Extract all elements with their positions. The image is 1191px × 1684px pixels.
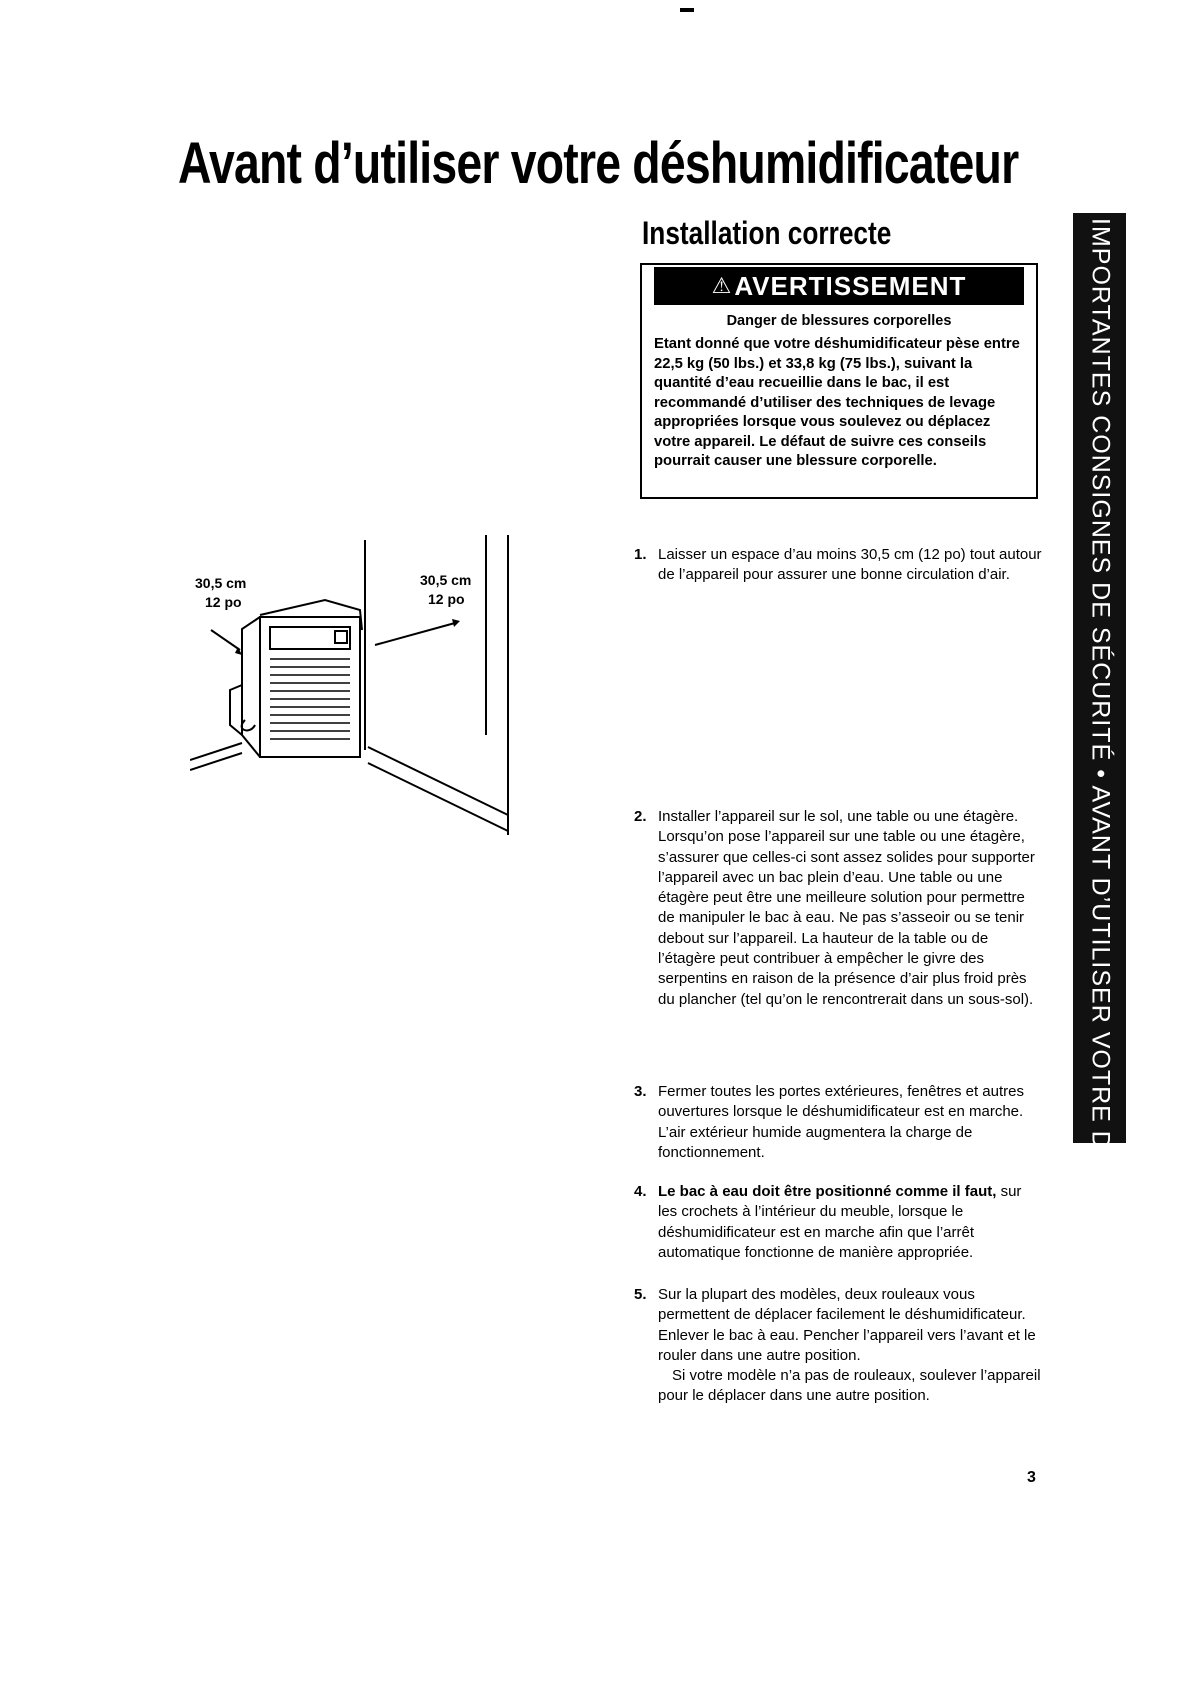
right-dimension-po: 12 po	[428, 591, 465, 607]
warning-box	[640, 263, 1038, 499]
left-baseboard	[190, 743, 242, 770]
page-title: Avant d’utiliser votre déshumidificateur	[178, 131, 1019, 196]
left-arrow	[211, 630, 240, 650]
step-text: Sur la plupart des modèles, deux rouleaux vous permettent de déplacer facilement le déshumidificateur. Enlever le bac à eau. Pencher l’appareil vers l’avant et le rouler dans une autre position.	[658, 1286, 1036, 1364]
side-tab-text: IMPORTANTES CONSIGNES DE SÉCURITÉ • AVANT D’UTILISER VOTRE DÉSHUMIDIFICATEUR	[1086, 218, 1114, 1412]
side-tab	[1073, 213, 1126, 1412]
right-arrowhead	[452, 619, 460, 627]
front-grille	[270, 659, 350, 739]
step-number: 5.	[634, 1286, 647, 1303]
warning-triangle-icon: ⚠	[711, 273, 733, 298]
list-item	[634, 1285, 1044, 1407]
step-number: 3.	[634, 1083, 647, 1100]
page-number: 3	[1027, 1469, 1036, 1486]
step-number: 4.	[634, 1183, 647, 1200]
warning-label: AVERTISSEMENT	[734, 270, 967, 301]
right-arrow	[375, 623, 455, 645]
step-bold-lead: Le bac à eau doit être positionné comme il faut,	[658, 1183, 997, 1200]
dehumidifier-side	[242, 617, 260, 757]
left-dimension-cm: 30,5 cm	[195, 575, 247, 591]
step-rest: sur les crochets à l’intérieur du meuble, lorsque le déshumidificateur est en marche afin que l’arrêt automatique fonctionne de manière appropriée.	[658, 1183, 1022, 1261]
warning-header	[654, 267, 1024, 305]
warning-body: Etant donné que votre déshumidificateur pèse entre 22,5 kg (50 lbs.) et 33,8 kg (75 lbs.), suivant la quantité d’eau recueillie dans le bac, il est recommandé d’utiliser des techniques de levage appropriées lorsque vous soulevez ou déplacez votre appareil. Le défaut de suivre ces conseils pourrait causer une blessure corporelle.	[654, 336, 1020, 469]
step-number: 1.	[634, 546, 647, 563]
step-text: Laisser un espace d’au moins 30,5 cm (12 po) tout autour de l’appareil pour assurer une bonne circulation d’air.	[658, 546, 1042, 584]
list-item	[634, 1082, 1044, 1163]
warning-subtitle: Danger de blessures corporelles	[726, 313, 952, 329]
list-item	[634, 807, 1044, 1010]
step-text-continued: Si votre modèle n’a pas de rouleaux, soulever l’appareil pour le déplacer dans une autre position.	[658, 1367, 1041, 1405]
control-knob	[335, 631, 347, 643]
top-registration-mark	[680, 8, 694, 12]
step-text: Installer l’appareil sur le sol, une table ou une étagère. Lorsqu’on pose l’appareil sur une table ou une étagère, s’assurer que celles-ci sont assez solides pour supporter l’appareil avec un bac plein d’eau. Une table ou une étagère peut être une meilleure solution pour permettre de manipuler le bac à eau. Ne pas s’asseoir ou se tenir debout sur l’appareil. La hauteur de la table ou de l’étagère peut contribuer à empêcher le givre des serpentins en raison de la présence d’air plus froid près du plancher (tel qu’on le rencontrerait dans un sous-sol).	[658, 808, 1035, 1008]
step-text	[658, 1182, 1044, 1263]
left-dimension-po: 12 po	[205, 594, 242, 610]
list-item	[634, 1182, 1044, 1263]
dehumidifier-top	[260, 600, 362, 630]
drain-hose	[242, 720, 255, 730]
dehumidifier-body	[260, 617, 360, 757]
right-baseboard	[368, 747, 508, 831]
step-text: Fermer toutes les portes extérieures, fenêtres et autres ouvertures lorsque le déshumidificateur est en marche. L’air extérieur humide augmentera la charge de fonctionnement.	[658, 1083, 1024, 1161]
section-title: Installation correcte	[642, 215, 892, 251]
step-number: 2.	[634, 808, 647, 825]
clearance-illustration	[190, 535, 570, 835]
water-bucket	[230, 685, 242, 735]
right-dimension-cm: 30,5 cm	[420, 572, 472, 588]
list-item	[634, 545, 1044, 586]
